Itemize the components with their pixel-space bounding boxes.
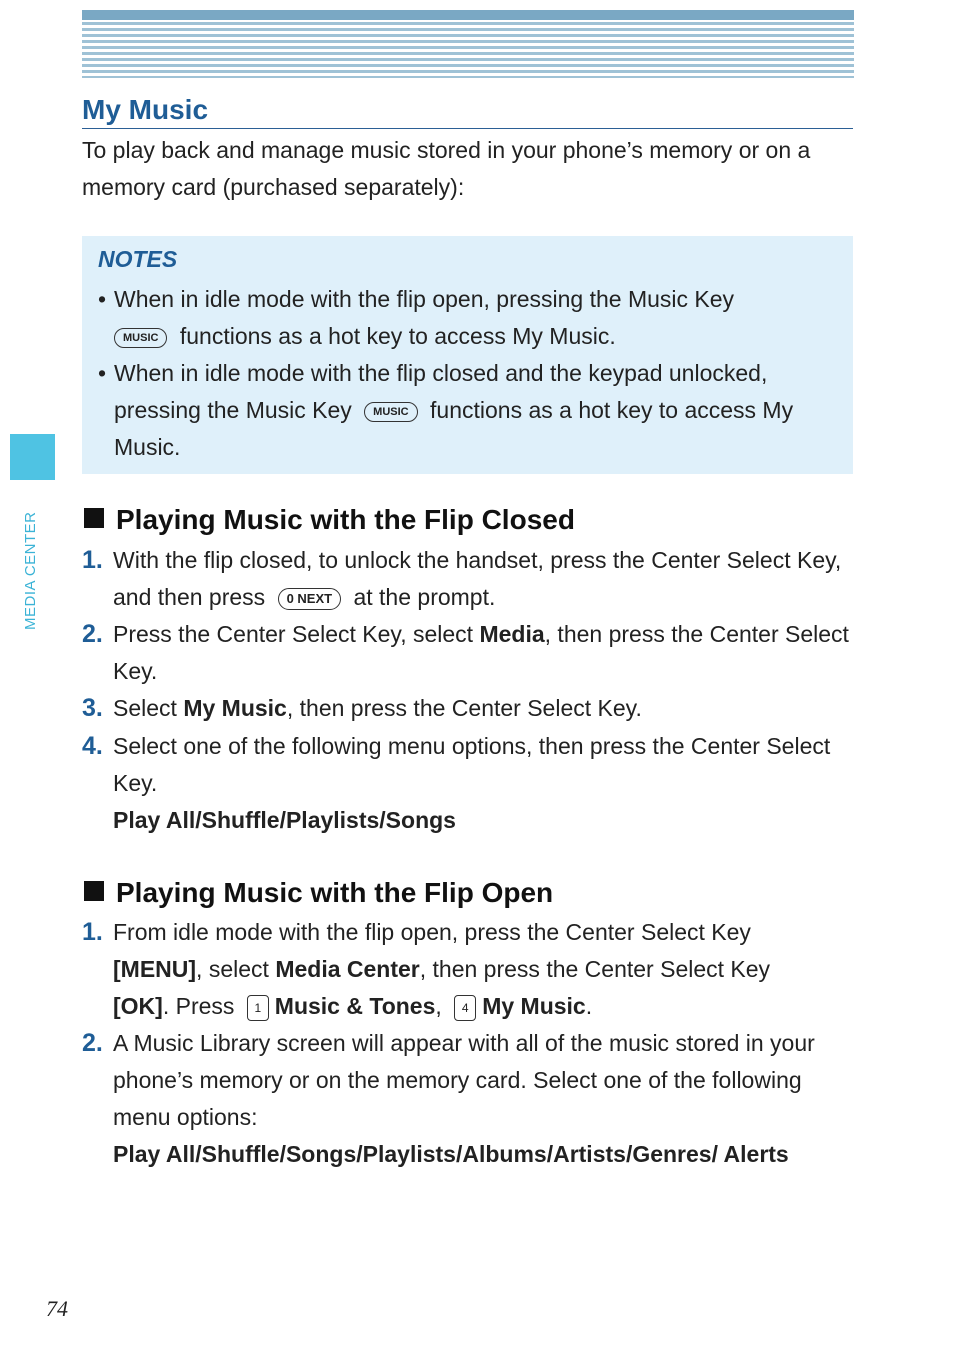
note-item (98, 355, 843, 466)
notes-heading: NOTES (98, 246, 178, 272)
step-item: 3. Select My Music, then press the Center Select Key. (82, 690, 854, 727)
header-stripe-top (82, 10, 854, 20)
section-heading-flip-closed: Playing Music with the Flip Closed (84, 503, 575, 537)
note-item (98, 281, 843, 355)
notes-box (82, 236, 853, 474)
square-bullet-icon (84, 508, 104, 528)
note-text: functions as a hot key to access My Music. (179, 323, 616, 349)
note-text: When in idle mode with the flip closed and the keypad unlocked, pressing the Music Key (114, 360, 768, 423)
section-heading-flip-open: Playing Music with the Flip Open (84, 876, 553, 910)
key-1-icon: 1 (247, 995, 269, 1021)
step-item: 1. From idle mode with the flip open, press the Center Select Key [MENU], select Media Center, then press the Center Select Key [OK]. Press 1 Music & Tones, 4 My Music. (82, 914, 854, 1025)
step-item: 2. A Music Library screen will appear with all of the music stored in your phone’s memory or on the memory card. Select one of the following menu options: Play All/Shuffle/Songs/Playlists/Albums/Artists/Genres/ Alerts (82, 1025, 854, 1173)
page-title: My Music (82, 94, 853, 129)
step-item: 1. With the flip closed, to unlock the handset, press the Center Select Key, and then press 0 NEXT at the prompt. (82, 542, 854, 616)
square-bullet-icon (84, 881, 104, 901)
step-number: 3. (82, 694, 103, 722)
zero-next-key-icon: 0 NEXT (278, 588, 342, 610)
step-number: 1. (82, 546, 103, 574)
page-number: 74 (46, 1296, 68, 1321)
section-side-label: MEDIA CENTER (22, 511, 39, 630)
step-item: 4. Select one of the following menu options, then press the Center Select Key. Play All/Shuffle/Playlists/Songs (82, 728, 854, 839)
header-stripes (82, 10, 854, 78)
section-tab (10, 434, 55, 480)
bullet-dot: • (98, 360, 107, 386)
step-item: 2. Press the Center Select Key, select Media, then press the Center Select Key. (82, 616, 854, 690)
menu-options: Play All/Shuffle/Songs/Playlists/Albums/Artists/Genres/ Alerts (113, 1141, 789, 1167)
step-number: 2. (82, 620, 103, 648)
step-number: 1. (82, 918, 103, 946)
menu-options: Play All/Shuffle/Playlists/Songs (113, 807, 456, 833)
key-4-icon: 4 (454, 995, 476, 1021)
intro-paragraph: To play back and manage music stored in your phone’s memory or on a memory card (purchased separately): (82, 137, 811, 200)
note-text: When in idle mode with the flip open, pressing the Music Key (114, 286, 735, 312)
music-key-icon: MUSIC (114, 328, 167, 348)
note-text: functions as a hot key to access My Music. (114, 397, 794, 460)
step-number: 2. (82, 1029, 103, 1057)
music-key-icon: MUSIC (364, 402, 417, 422)
step-number: 4. (82, 732, 103, 760)
bullet-dot: • (98, 286, 107, 312)
